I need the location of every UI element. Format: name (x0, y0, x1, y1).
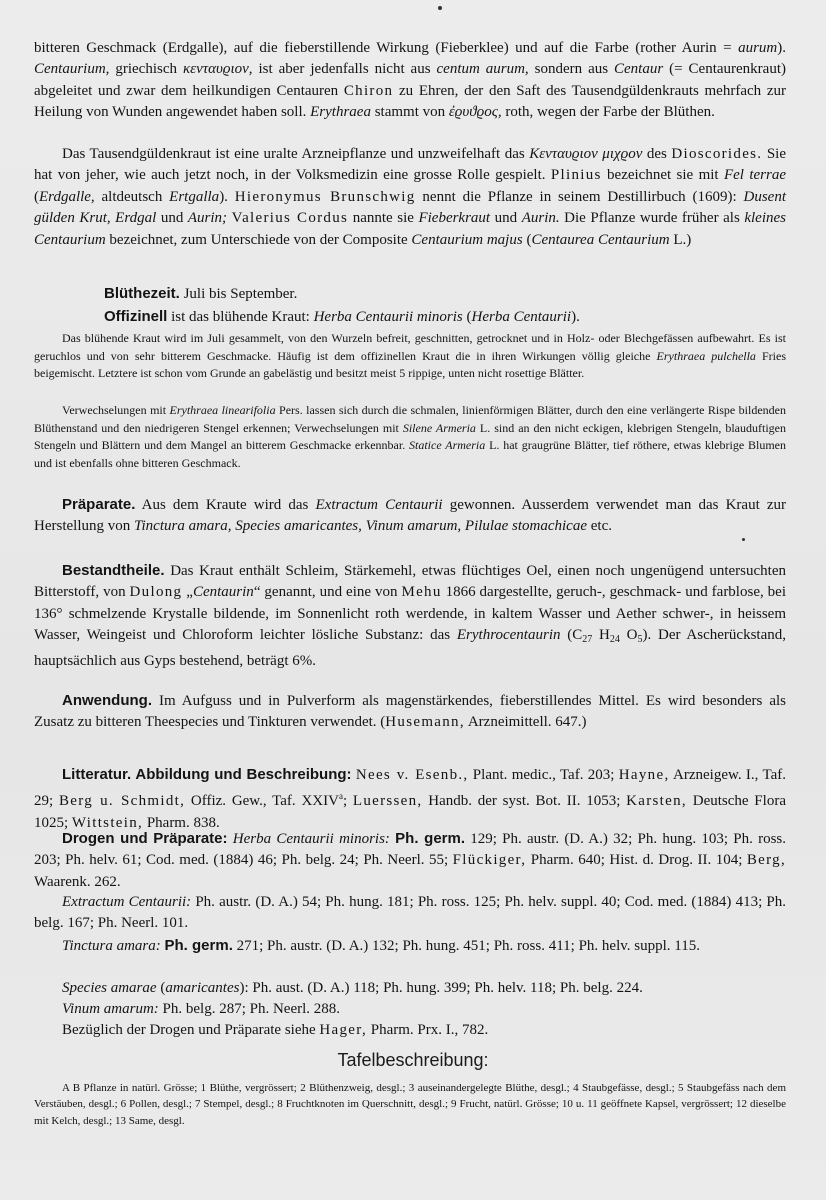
text: ( (34, 188, 39, 205)
term: Ertgalla (169, 188, 220, 205)
person-name: Flückiger, (452, 852, 527, 869)
text: O (619, 627, 638, 644)
text: Die Pflanze wurde früher als (559, 210, 745, 227)
text: zu Ehren, der den Saft des Tausendgüldenkrauts mehrfach zur Heilung von Wunden angewendet haben soll. (34, 82, 786, 121)
latin-term: Erythraea (310, 104, 371, 121)
section-anwendung (34, 690, 786, 734)
text: Handb. der syst. Bot. II. 1053; (422, 793, 627, 810)
text: Juli bis September. (179, 286, 298, 302)
latin-term: Centaurium majus (411, 231, 523, 248)
text: bitteren Geschmack (Erdgalle), auf die fieberstillende Wirkung (Fieberklee) und auf die Farbe (rother Aurin = (34, 40, 739, 56)
paragraph-history (34, 144, 786, 251)
text: 1866 dargestellte, geruch-, geschmack- und farblose, bei 136° schmelzende Krystalle bildende, im Sonnenlicht roth werdende, in kaltem Wasser und Aether schwer-, in heissem Wasser, Weingeist und Chloroform leichter lösliche Substanz: das (34, 584, 786, 644)
text: Deutsche Flora 1025; (34, 793, 786, 831)
term: Erdgalle, (39, 188, 95, 205)
text: ): Ph. aust. (D. A.) 118; Ph. hung. 399; Ph. helv. 118; Ph. belg. 224. (239, 980, 643, 996)
text: sondern aus (528, 61, 615, 78)
section-heading: Präparate. (62, 496, 136, 513)
entry-species (34, 978, 786, 999)
section-heading: Anwendung. (62, 692, 152, 709)
text: Fries beigemischt. Letztere ist schon vom Grunde an gabelästig und besitzt meist 5 rippige, unten nicht rosettige Blätter. (34, 348, 787, 380)
person-name: Hager, (319, 1022, 367, 1038)
section-drogen (34, 828, 786, 893)
pharmacopoeia-ref: Ph. germ. (395, 830, 466, 847)
person-name: Dioscorides. (671, 146, 763, 162)
text: Pharm. Prx. I., 782. (367, 1022, 489, 1038)
text: ; (342, 793, 353, 810)
person-name: Dulong (129, 584, 183, 601)
text: Offiz. Gew., Taf. XXIV (185, 793, 339, 810)
latin-term: Silene Armeria (402, 420, 476, 435)
text: Im Aufguss und in Pulverform als magenstärkendes, fieberstillendes Mittel. Es wird besonders als Zusatz zu bitteren Theespecies und Tinkturen verwendet. ( (34, 693, 786, 731)
text: ). (219, 188, 235, 205)
greek-term: κενταυϱιον, (182, 61, 253, 78)
note-confusions (34, 402, 786, 472)
plate-description-text: A B Pflanze in natürl. Grösse; 1 Blüthe, vergrössert; 2 Blüthenzweig, desgl.; 3 auseinandergelegte Blüthe, desgl.; 4 Staubgefässe, desgl.; 5 Staubgefäss nach dem Verstäuben, desgl.; 6 Pollen, desgl.; 7 Stempel, desgl.; 8 Fruchtknoten im Querschnitt, desgl.; 9 Frucht, natürl. Grösse; 10 u. 11 geöffnete Kapsel, vergrössert; 12 dieselbe mit Kelch, desgl.; 13 Same, desgl. (34, 1082, 786, 1127)
text: L.) (669, 231, 692, 248)
text: (C (560, 627, 583, 644)
text: L. sind an den nicht eckigen, klebrigen Stengeln, blauduftigen Stengeln und Blättern und dem Mangel an bitterem Geschmacke erkennbar. (34, 420, 786, 452)
text: „ (182, 584, 193, 601)
person-name: Mehu (401, 584, 442, 601)
entry-tinctura (34, 935, 786, 957)
plate-description-title: Tafelbeschreibung: (337, 1050, 489, 1070)
ink-speck (438, 6, 442, 10)
text: Pharm. 838. (143, 814, 220, 831)
subscript: 5 (637, 634, 643, 646)
text: Pers. lassen sich durch die schmalen, linienförmigen Blätter, durch den eine verlängerte Rispe bildenden Blüthenstand und den niedrigeren Stengel erkennen; Verwechselungen mit (34, 403, 786, 435)
text: Aus dem Kraute wird das (135, 497, 316, 513)
section-heading: Litteratur. Abbildung und Beschreibung: (62, 766, 352, 783)
text: Ph. belg. 287; Ph. Neerl. 288. (158, 1001, 341, 1017)
text: und (490, 210, 522, 227)
text: altdeutsch (94, 188, 170, 205)
text: bezeichnet, zum Unterschiede von der Composite (105, 231, 412, 248)
latin-term: aurum (738, 40, 778, 56)
person-name: Chiron (343, 82, 394, 99)
latin-term: Vinum amarum: (62, 1001, 159, 1017)
term: Aurin. (521, 210, 560, 227)
text: Waarenk. 262. (34, 873, 121, 890)
text: nannte sie (348, 210, 419, 227)
latin-term: Herba Centaurii minoris (313, 309, 463, 325)
term: Erythrocentaurin (456, 627, 561, 644)
text: griechisch (109, 61, 183, 78)
term: kleines Centaurium (34, 210, 786, 248)
pharmacopoeia-ref: Ph. germ. (164, 937, 233, 954)
person-name: Berg, (746, 852, 786, 869)
latin-term: Extractum Centaurii (315, 497, 443, 513)
latin-term: Centaurium, (34, 61, 110, 78)
text: Sie hat von jeher, wie auch jetzt noch, in der Volksmedizin eine grosse Rolle gespielt. (34, 146, 787, 184)
section-bestandtheile (34, 560, 786, 672)
text: Ph. austr. (D. A.) 54; Ph. hung. 181; Ph. ross. 125; Ph. helv. suppl. 40; Cod. med. (1884) 413; Ph. belg. 167; Ph. Neerl. 101. (34, 894, 786, 932)
text: ). Der Ascherückstand, hauptsächlich aus Gyps bestehend, beträgt 6%. (34, 627, 786, 669)
text: Plant. medic., Taf. 203; (468, 767, 619, 783)
latin-term: Statice Armeria (409, 438, 486, 452)
subscript: 27 (582, 634, 593, 646)
entry-extractum (34, 892, 786, 935)
latin-term: Centaurea Centaurium (531, 231, 670, 248)
text: gewonnen. Ausserdem verwendet man das Kraut zur Herstellung von (34, 497, 786, 535)
text: (= Centaurenkraut) abgeleitet und zwar dem heilkundigen Centauren (34, 61, 786, 99)
text: ist das blühende Kraut: (167, 309, 314, 325)
latin-term: Fel terrae (723, 167, 786, 184)
section-offizinell (104, 306, 786, 328)
section-heading: Drogen und Präparate: (62, 830, 228, 847)
person-name: Wittstein, (71, 814, 144, 831)
person-name: Hieronymus Brunschwig (234, 188, 416, 205)
superscript: a (338, 791, 343, 802)
person-name: Luerssen, (352, 793, 423, 810)
text: bezeichnet sie mit (601, 167, 724, 184)
text: Bezüglich der Drogen und Präparate siehe (62, 1022, 320, 1038)
note-collection (34, 330, 786, 383)
text: “ genannt, und eine von (253, 584, 402, 601)
text: Das Kraut enthält Schleim, Stärkemehl, etwas flüchtiges Oel, einen noch ungenügend untersuchten Bitterstoff, von (34, 563, 786, 601)
section-praeparate (34, 494, 786, 538)
section-heading: Blüthezeit. (104, 285, 180, 302)
person-name: Valerius Cordus (231, 210, 349, 227)
person-name: Plinius (550, 167, 602, 184)
greek-term: Κενταυϱιον μιχϱον (529, 146, 643, 162)
greek-term: ἐϱυϑϱος, (448, 104, 502, 121)
text: ). (571, 309, 580, 325)
text: ( (462, 309, 472, 325)
text: Arzneimittell. 647.) (464, 714, 587, 731)
text: Verwechselungen mit (62, 403, 170, 417)
text: H (592, 627, 610, 644)
person-name: Hayne, (618, 767, 670, 783)
person-name: Karsten, (626, 793, 687, 810)
latin-term: Centaur (614, 61, 664, 78)
text: roth, wegen der Farbe der Blüthen. (501, 104, 715, 121)
latin-term: Extractum Centaurii: (62, 894, 192, 910)
latin-term: Erythraea pulchella (656, 348, 756, 363)
term: Fieberkraut (418, 210, 491, 227)
text: etc. (587, 518, 612, 535)
latin-term: centum aurum, (436, 61, 529, 78)
ink-speck (742, 538, 745, 541)
person-name: Husemann, (385, 714, 465, 731)
term: Aurin; (187, 210, 228, 227)
text: L. hat graugrüne Blätter, tief röthere, etwas klebrige Blumen und ist ebenfalls ohne bitteren Geschmack. (34, 438, 786, 470)
section-heading: Bestandtheile. (62, 562, 165, 579)
text: 271; Ph. austr. (D. A.) 132; Ph. hung. 451; Ph. ross. 411; Ph. helv. suppl. 115. (232, 938, 700, 954)
entry-vinum (34, 999, 786, 1020)
text: Arzneigew. I., Taf. 29; (34, 767, 786, 810)
text: 129; Ph. austr. (D. A.) 32; Ph. hung. 103; Ph. ross. 203; Ph. helv. 61; Cod. med. (1884) 46; Ph. belg. 24; Ph. Neerl. 55; (34, 831, 787, 869)
term: Dusent gülden Krut, Erdgal (34, 188, 787, 227)
entry-reference-hager (34, 1020, 786, 1041)
latin-term: Tinctura amara: (62, 938, 161, 954)
section-bluethezeit (104, 283, 786, 305)
text: nennt die Pflanze in seinem Destillirbuch (1609): (415, 188, 744, 205)
text: Das blühende Kraut wird im Juli gesammelt, von den Wurzeln befreit, geschnitten, getrocknet und in Holz- oder Blechgefässen aufbewahrt. Es ist geruchlos und von sehr bitterem Geschmacke. Häufig ist dem offizinellen Kraut die in ihren Wirkungen völlig gleiche (34, 331, 786, 363)
latin-term: Herba Centaurii (471, 309, 572, 325)
latin-term: Tinctura amara, Species amaricantes, Vinum amarum, Pilulae stomachicae (133, 518, 587, 535)
subscript: 24 (609, 634, 620, 646)
person-name: Berg u. Schmidt, (58, 793, 186, 810)
text: des (642, 146, 672, 162)
section-heading: Offizinell (104, 308, 168, 325)
latin-term: Herba Centaurii minoris: (232, 831, 390, 847)
paragraph-etymology (34, 38, 786, 124)
latin-term: amaricantes (165, 980, 240, 996)
latin-term: Species amarae (62, 980, 157, 996)
text: ( (522, 231, 532, 248)
latin-term: Erythraea linearifolia (169, 403, 276, 417)
text: ( (156, 980, 166, 996)
text: Pharm. 640; Hist. d. Drog. II. 104; (526, 852, 747, 869)
text: ist aber jedenfalls nicht aus (252, 61, 437, 78)
term: Centaurin (192, 584, 254, 601)
text: ). (777, 40, 786, 56)
text: stammt von (370, 104, 449, 121)
person-name: Nees v. Esenb., (355, 767, 469, 783)
text: und (156, 210, 188, 227)
text: Das Tausendgüldenkraut ist eine uralte Arzneipflanze und unzweifelhaft das (62, 146, 530, 162)
section-litteratur (34, 764, 786, 834)
